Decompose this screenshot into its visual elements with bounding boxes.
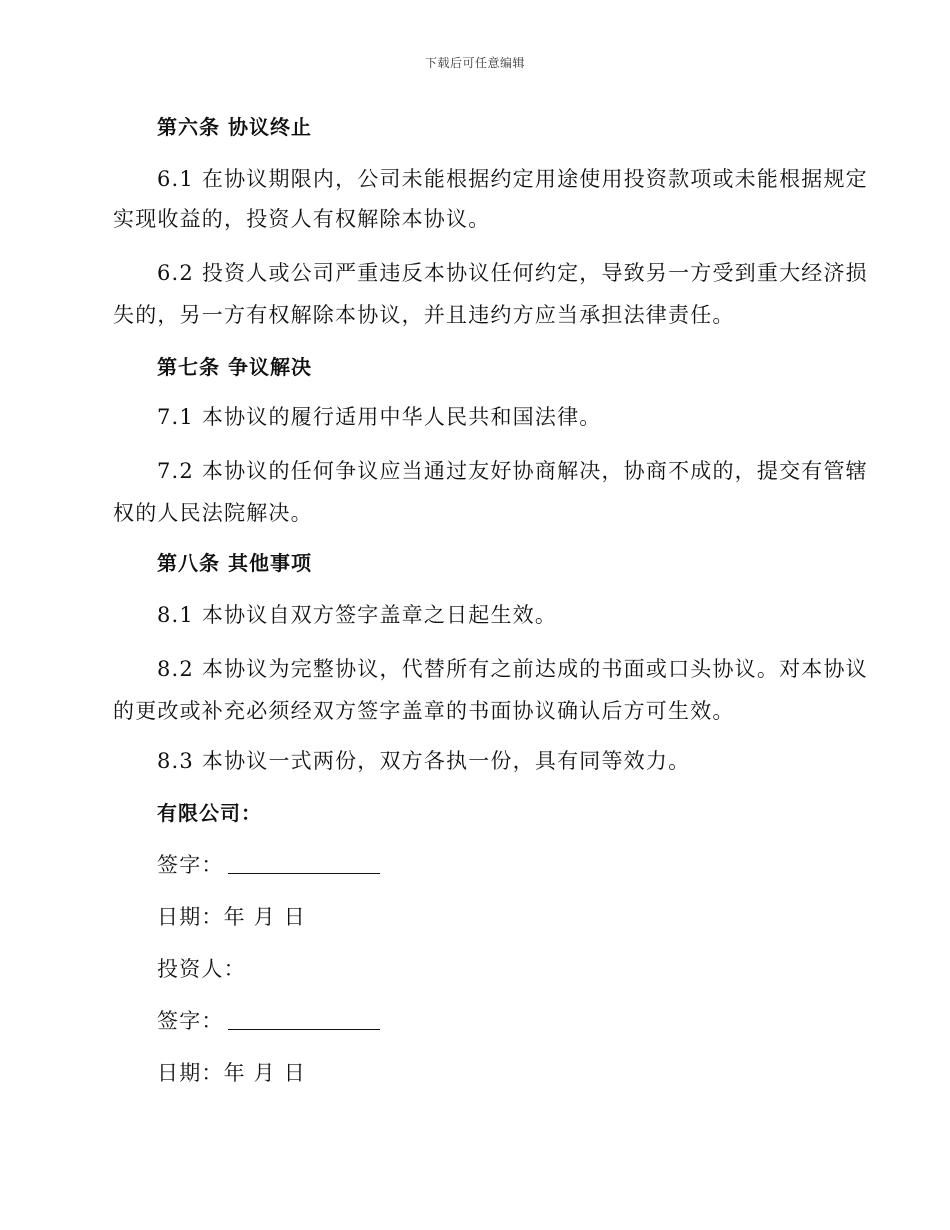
company-signature-label: 签字： — [157, 853, 224, 877]
article-8-3: 8.3 本协议一式两份，双方各执一份，具有同等效力。 — [157, 749, 691, 773]
article-8-title: 第八条 其他事项 — [157, 551, 312, 575]
company-label: 有限公司： — [157, 801, 262, 825]
article-8-2-line-2: 的更改或补充必须经双方签字盖章的书面协议确认后方可生效。 — [113, 699, 735, 723]
document-body — [113, 0, 868, 1230]
article-6-title: 第六条 协议终止 — [157, 115, 312, 139]
investor-signature-line — [228, 1003, 380, 1030]
article-6-1-line-2: 实现收益的，投资人有权解除本协议。 — [113, 207, 491, 231]
investor-date: 日期：年 月 日 — [157, 1061, 306, 1085]
article-8-2-line-1: 8.2 本协议为完整协议，代替所有之前达成的书面或口头协议。对本协议 — [157, 657, 868, 681]
article-6-2-line-1: 6.2 投资人或公司严重违反本协议任何约定，导致另一方受到重大经济损 — [157, 261, 868, 285]
company-signature-line — [228, 847, 380, 874]
article-6-2-line-2: 失的，另一方有权解除本协议，并且违约方应当承担法律责任。 — [113, 303, 735, 327]
company-signature-row — [157, 844, 380, 887]
company-date: 日期：年 月 日 — [157, 905, 306, 929]
article-6-1-line-1: 6.1 在协议期限内，公司未能根据约定用途使用投资款项或未能根据规定 — [157, 167, 868, 191]
article-7-title: 第七条 争议解决 — [157, 355, 312, 379]
investor-label: 投资人： — [157, 957, 246, 981]
article-7-2-line-1: 7.2 本协议的任何争议应当通过友好协商解决，协商不成的，提交有管辖 — [157, 459, 868, 483]
page-header: 下载后可任意编辑 — [424, 56, 525, 70]
article-7-2-line-2: 权的人民法院解决。 — [113, 501, 313, 525]
investor-signature-label: 签字： — [157, 1009, 224, 1033]
investor-signature-row — [157, 1000, 380, 1043]
article-7-1: 7.1 本协议的履行适用中华人民共和国法律。 — [157, 405, 602, 429]
article-8-1: 8.1 本协议自双方签字盖章之日起生效。 — [157, 603, 558, 627]
